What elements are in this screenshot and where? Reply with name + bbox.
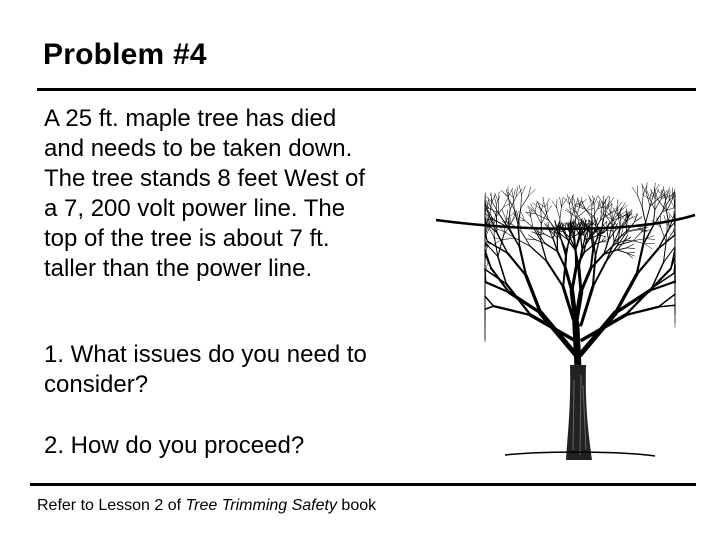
paragraph-line: The tree stands 8 feet West of	[44, 165, 366, 192]
slide-title: Problem #4	[43, 38, 207, 71]
paragraph-line: and needs to be taken down.	[44, 135, 353, 162]
question-line: consider?	[44, 371, 149, 398]
question-line: 1. What issues do you need to	[44, 341, 367, 368]
tree-trunk	[566, 365, 592, 460]
tree-branches	[485, 183, 675, 368]
title-divider	[37, 88, 696, 91]
footer-prefix: Refer to Lesson 2 of	[37, 497, 186, 514]
bare-tree-icon	[430, 150, 720, 460]
problem-paragraph	[44, 104, 444, 284]
question-1	[44, 340, 444, 400]
question-2: 2. How do you proceed?	[44, 432, 305, 459]
footer-divider	[30, 483, 696, 486]
paragraph-line: A 25 ft. maple tree has died	[44, 105, 337, 132]
paragraph-line: top of the tree is about 7 ft.	[44, 225, 330, 252]
footer-suffix: book	[336, 497, 377, 514]
paragraph-line: a 7, 200 volt power line. The	[44, 195, 346, 222]
footer-reference	[37, 497, 376, 515]
paragraph-line: taller than the power line.	[44, 255, 313, 282]
footer-book-title: Tree Trimming Safety	[185, 497, 337, 514]
